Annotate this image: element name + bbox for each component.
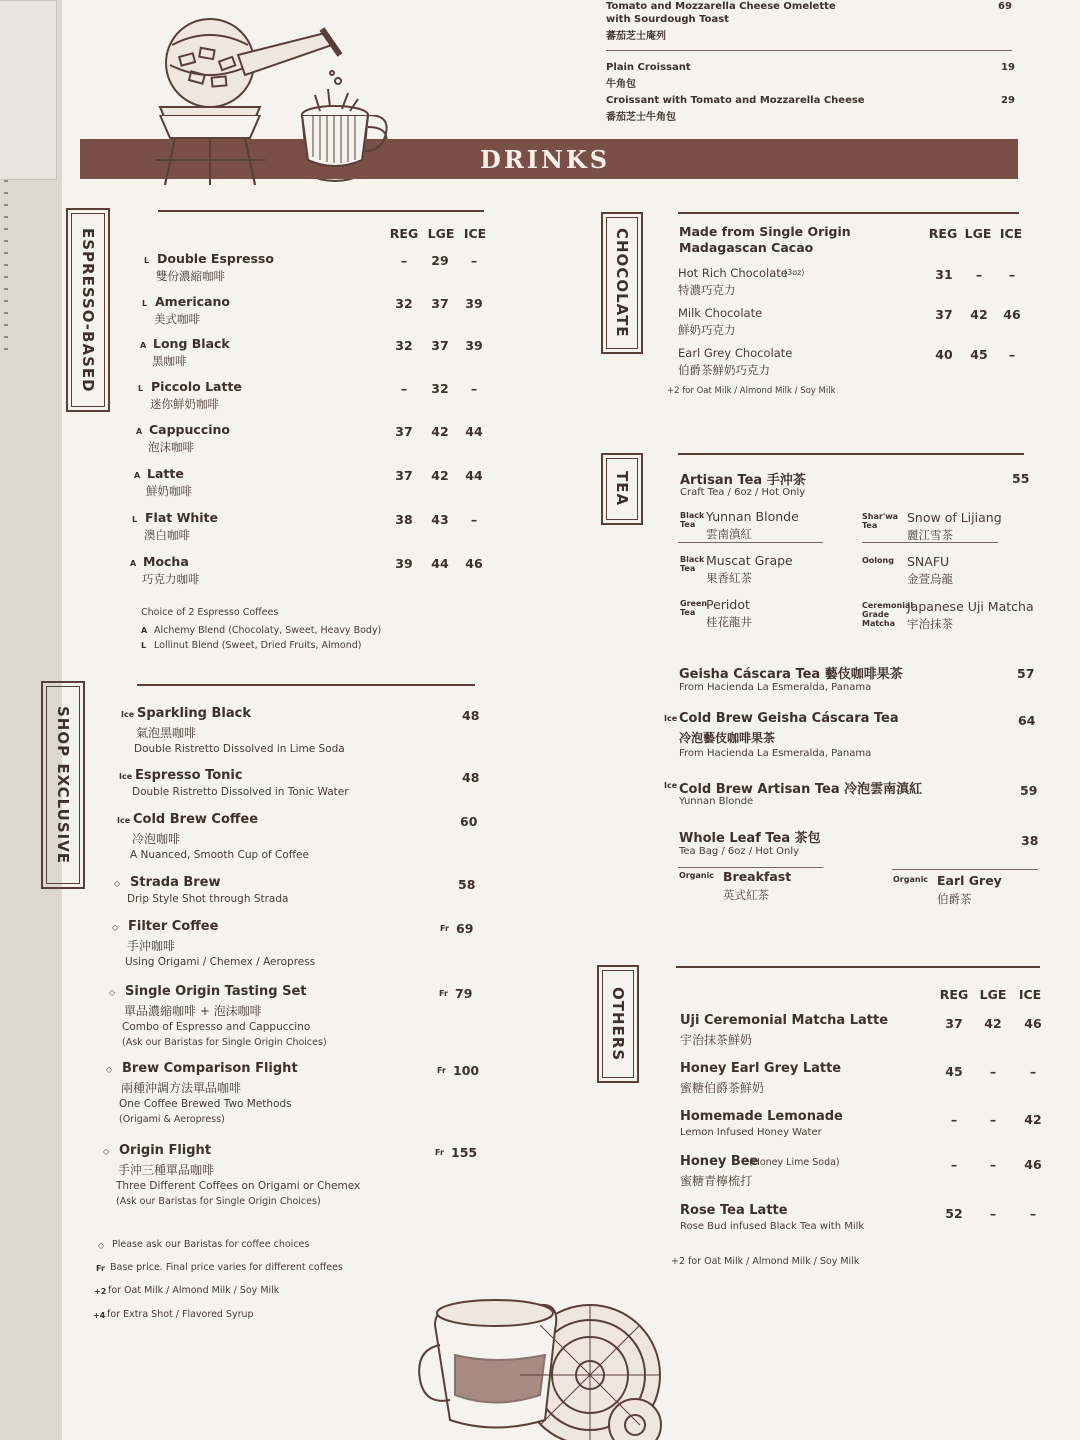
- drink-description-2: (Ask our Baristas for Single Origin Choices): [122, 1037, 327, 1048]
- drink-name: Latte: [147, 466, 184, 481]
- cold-artisan-name: Cold Brew Artisan Tea 冷泡雲南滇紅: [679, 782, 923, 797]
- drink-price: –: [470, 253, 478, 268]
- divider: [862, 542, 998, 543]
- divider: [678, 867, 823, 868]
- tea-type-mark: Black: [680, 555, 705, 564]
- drink-price: 29: [431, 253, 449, 268]
- drink-price: –: [989, 1112, 997, 1127]
- drink-size-note: (3oz): [784, 268, 805, 277]
- drink-name: Mocha: [143, 554, 189, 569]
- item-mark: ◇: [114, 879, 121, 888]
- espresso-rule: [158, 210, 484, 212]
- tea-name-zh: 麗江雪茶: [907, 528, 953, 542]
- col-ice: ICE: [1018, 987, 1042, 1002]
- drink-name: Earl Grey Chocolate: [678, 346, 793, 360]
- drink-price: 46: [465, 556, 483, 571]
- col-lge: LGE: [427, 226, 455, 241]
- drink-name-zh: 手沖三種單品咖啡: [118, 1163, 215, 1177]
- tea-type-mark: Ceremonial: [862, 601, 914, 610]
- croissant-tomato-name: Croissant with Tomato and Mozzarella Cheese: [606, 95, 865, 106]
- whole-leaf-price: 38: [1021, 833, 1039, 848]
- drink-description: A Nuanced, Smooth Cup of Coffee: [130, 849, 309, 861]
- blend-mark: L: [132, 515, 138, 524]
- tea-name: SNAFU: [907, 554, 950, 569]
- divider: [678, 542, 823, 543]
- tea-name: Japanese Uji Matcha: [907, 599, 1034, 614]
- artisan-tea-sub: Craft Tea / 6oz / Hot Only: [680, 487, 806, 498]
- drink-name: Cold Brew Coffee: [133, 812, 259, 827]
- tea-type-mark: Tea: [680, 564, 696, 573]
- tea-name-zh: 桂花龍井: [706, 615, 752, 629]
- drink-price: 38: [395, 512, 413, 527]
- tea-name: Peridot: [706, 597, 750, 612]
- item-mark: Ice: [117, 816, 131, 825]
- drink-description: Three Different Coffees on Origami or Chemex: [116, 1180, 361, 1192]
- drink-price: 37: [395, 468, 413, 483]
- drink-name: Strada Brew: [130, 875, 221, 890]
- drink-name-zh: 雙份濃縮咖啡: [156, 269, 225, 283]
- drink-name-zh: 兩種沖調方法單品咖啡: [121, 1081, 242, 1095]
- ice-mark: Ice: [664, 714, 678, 723]
- cold-geisha-zh: 冷泡藝伎咖啡果茶: [679, 731, 776, 745]
- tea-name-zh: 果香紅茶: [706, 571, 752, 585]
- drink-name: Brew Comparison Flight: [122, 1061, 298, 1076]
- blend-mark: A: [130, 559, 137, 568]
- drink-price: –: [1008, 267, 1016, 282]
- drink-price: 46: [1003, 307, 1021, 322]
- drink-description: Rose Bud infused Black Tea with Milk: [680, 1221, 865, 1232]
- tea-type-mark: Green: [680, 599, 708, 608]
- drink-name: Milk Chocolate: [678, 306, 763, 320]
- drink-description: Combo of Espresso and Cappuccino: [122, 1021, 311, 1033]
- drink-name: Origin Flight: [119, 1143, 212, 1158]
- drink-description: Double Ristretto Dissolved in Lime Soda: [134, 743, 345, 755]
- organic-mark: Organic: [893, 875, 929, 884]
- drink-price: 39: [395, 556, 413, 571]
- base-price-mark: Fr: [435, 1148, 444, 1157]
- omelette-line2: with Sourdough Toast: [606, 14, 729, 25]
- drink-price: 32: [431, 381, 449, 396]
- col-ice: ICE: [999, 226, 1023, 241]
- item-mark: Ice: [121, 710, 135, 719]
- lollinut-blend: Lollinut Blend (Sweet, Dried Fruits, Almond): [154, 640, 362, 651]
- drink-price: 37: [431, 338, 449, 353]
- tea-section-label: TEA: [601, 453, 643, 525]
- drink-price: 37: [945, 1016, 963, 1031]
- footnote-mark: Fr: [96, 1264, 105, 1273]
- drink-price: –: [470, 381, 478, 396]
- drink-name: Filter Coffee: [128, 919, 219, 934]
- footnote-text: for Oat Milk / Almond Milk / Soy Milk: [108, 1285, 280, 1296]
- footnote-mark: +2: [94, 1287, 107, 1296]
- drink-price: –: [989, 1157, 997, 1172]
- col-lge: LGE: [964, 226, 992, 241]
- cold-artisan-sub: Yunnan Blonde: [679, 796, 754, 807]
- drink-name: Flat White: [145, 510, 219, 525]
- drink-price: 155: [451, 1145, 478, 1160]
- item-mark: Ice: [119, 772, 133, 781]
- others-note: +2 for Oat Milk / Almond Milk / Soy Milk: [671, 1256, 860, 1267]
- geisha-tea-price: 57: [1017, 666, 1035, 681]
- drink-name-zh: 鮮奶咖啡: [146, 484, 192, 498]
- whole-leaf-name: Whole Leaf Tea 茶包: [679, 831, 821, 846]
- drink-price: –: [1029, 1206, 1037, 1221]
- espresso-section-label: ESPRESSO-BASED: [66, 208, 110, 412]
- drink-price: 40: [935, 347, 953, 362]
- col-ice: ICE: [463, 226, 487, 241]
- drink-name-zh: 澳白咖啡: [144, 528, 190, 542]
- drink-price: 58: [458, 877, 476, 892]
- tea-name-zh: 雲南滇紅: [706, 527, 752, 541]
- organic-mark: Organic: [679, 871, 715, 880]
- others-section-label: OTHERS: [597, 965, 639, 1083]
- drink-price: 44: [465, 468, 483, 483]
- drink-price: 39: [465, 338, 483, 353]
- drink-price: –: [1008, 347, 1016, 362]
- tea-type-mark: Tea: [680, 520, 696, 529]
- footnote-text: for Extra Shot / Flavored Syrup: [107, 1309, 254, 1320]
- drink-name-zh: 手沖咖啡: [127, 939, 176, 953]
- drink-name-zh: 氣泡黑咖啡: [136, 726, 197, 740]
- item-mark: ◇: [112, 923, 119, 932]
- omelette-zh: 蕃茄芝士庵列: [606, 31, 666, 42]
- drink-name: Espresso Tonic: [135, 768, 243, 783]
- drink-name-zh: 蜜糖青檸梳打: [680, 1174, 753, 1188]
- whole-leaf-sub: Tea Bag / 6oz / Hot Only: [679, 846, 800, 857]
- tea-type-mark: Matcha: [862, 619, 896, 628]
- drink-description: Double Ristretto Dissolved in Tonic Water: [132, 786, 349, 798]
- drinks-title: DRINKS: [480, 145, 611, 174]
- drink-price: –: [975, 267, 983, 282]
- drink-name-zh: 泡沫咖啡: [148, 440, 194, 454]
- tea-name: Muscat Grape: [706, 553, 793, 568]
- drink-price: –: [989, 1206, 997, 1221]
- tea-type-mark: Grade: [862, 610, 890, 619]
- drink-price: 44: [465, 424, 483, 439]
- drink-name: Americano: [155, 294, 230, 309]
- geisha-tea-name: Geisha Cáscara Tea 藝伎咖啡果茶: [679, 667, 903, 682]
- drink-price: 42: [984, 1016, 1002, 1031]
- breakfast-tea-name: Breakfast: [723, 869, 792, 884]
- drink-name-zh: 單品濃縮咖啡 + 泡沫咖啡: [124, 1004, 262, 1018]
- drink-description: One Coffee Brewed Two Methods: [119, 1098, 292, 1110]
- drink-price: –: [400, 253, 408, 268]
- drink-price: –: [989, 1064, 997, 1079]
- tea-type-mark: Shar'wa: [862, 512, 899, 521]
- drink-price: 52: [945, 1206, 963, 1221]
- blend-mark: L: [138, 384, 144, 393]
- chocolate-heading-2: Madagascan Cacao: [679, 240, 814, 255]
- drink-name: Uji Ceremonial Matcha Latte: [680, 1013, 889, 1028]
- drink-price: –: [950, 1157, 958, 1172]
- drink-price: 32: [395, 338, 413, 353]
- item-mark: ◇: [106, 1065, 113, 1074]
- drink-price: 42: [431, 424, 449, 439]
- drink-description: Lemon Infused Honey Water: [680, 1127, 822, 1138]
- earl-grey-tea-name: Earl Grey: [937, 873, 1002, 888]
- col-lge: LGE: [979, 987, 1007, 1002]
- base-price-mark: Fr: [439, 989, 448, 998]
- blend-mark: L: [141, 641, 147, 650]
- divider: [606, 50, 1012, 51]
- drink-price: –: [400, 381, 408, 396]
- chocolate-rule: [678, 212, 1019, 214]
- base-price-mark: Fr: [440, 924, 449, 933]
- drink-price: 32: [395, 296, 413, 311]
- breakfast-tea-zh: 英式紅茶: [723, 888, 769, 902]
- col-reg: REG: [939, 987, 969, 1002]
- item-mark: ◇: [109, 988, 116, 997]
- drink-name: Cappuccino: [149, 422, 230, 437]
- drink-description-2: (Origami & Aeropress): [119, 1114, 225, 1125]
- tea-type-mark: Tea: [680, 608, 696, 617]
- drink-price: –: [470, 512, 478, 527]
- drink-name: Rose Tea Latte: [680, 1203, 788, 1218]
- drink-name: Honey Earl Grey Latte: [680, 1061, 842, 1076]
- drink-name-zh: 黑咖啡: [152, 354, 187, 368]
- drink-price: 42: [970, 307, 988, 322]
- tea-type-mark: Oolong: [862, 556, 894, 565]
- tea-type-mark: Black: [680, 511, 705, 520]
- ice-mark: Ice: [664, 781, 678, 790]
- drink-price: 48: [462, 708, 480, 723]
- blend-mark: A: [140, 341, 147, 350]
- croissant-tomato-price: 29: [1001, 95, 1015, 106]
- drink-price: 39: [465, 296, 483, 311]
- drink-price: 42: [1024, 1112, 1042, 1127]
- omelette-price: 69: [998, 1, 1012, 12]
- cold-geisha-price: 64: [1018, 713, 1036, 728]
- tea-name: Yunnan Blonde: [706, 509, 799, 524]
- drink-price: 46: [1024, 1016, 1042, 1031]
- croissant-price: 19: [1001, 62, 1015, 73]
- blend-mark: A: [134, 471, 141, 480]
- blend-mark: A: [141, 626, 148, 635]
- drink-price: 48: [462, 770, 480, 785]
- base-price-mark: Fr: [437, 1066, 446, 1075]
- col-reg: REG: [389, 226, 419, 241]
- binding-dots: [4, 180, 8, 350]
- chocolate-heading-1: Made from Single Origin: [679, 224, 851, 239]
- drink-name-zh: 冷泡咖啡: [132, 832, 181, 846]
- drink-price: 45: [970, 347, 988, 362]
- tea-type-mark: Tea: [862, 521, 878, 530]
- footnote-text: Base price. Final price varies for different coffees: [110, 1262, 343, 1273]
- blend-mark: L: [142, 299, 148, 308]
- croissant-tomato-zh: 番茄芝士牛角包: [606, 112, 676, 123]
- adjacent-menu-tab: [0, 0, 57, 180]
- croissant-name: Plain Croissant: [606, 62, 691, 73]
- cold-geisha-name: Cold Brew Geisha Cáscara Tea: [679, 711, 899, 726]
- tea-name: Snow of Lijiang: [907, 510, 1002, 525]
- earl-grey-tea-zh: 伯爵茶: [937, 892, 972, 906]
- drink-description-2: (Ask our Baristas for Single Origin Choices): [116, 1196, 321, 1207]
- drink-name: Honey Bee: [680, 1154, 759, 1169]
- shop-rule: [137, 684, 475, 686]
- footnote-text: Please ask our Baristas for coffee choices: [112, 1239, 310, 1250]
- alchemy-blend: Alchemy Blend (Chocolaty, Sweet, Heavy Body): [154, 625, 382, 636]
- others-rule: [676, 966, 1040, 968]
- drink-name-zh: 迷你鮮奶咖啡: [150, 397, 219, 411]
- artisan-tea-price: 55: [1012, 471, 1030, 486]
- drink-price: 46: [1024, 1157, 1042, 1172]
- shop-section-label: SHOP EXCLUSIVE: [41, 681, 85, 889]
- blend-mark: L: [144, 256, 150, 265]
- drink-description: Drip Style Shot through Strada: [127, 893, 289, 905]
- geisha-tea-sub: From Hacienda La Esmeralda, Panama: [679, 682, 872, 693]
- cold-geisha-sub: From Hacienda La Esmeralda, Panama: [679, 748, 872, 759]
- drink-description: Using Origami / Chemex / Aeropress: [125, 956, 316, 968]
- drink-size-note: (Honey Lime Soda): [749, 1157, 840, 1168]
- espresso-note-title: Choice of 2 Espresso Coffees: [141, 607, 279, 618]
- drink-name: Hot Rich Chocolate: [678, 266, 788, 280]
- drink-name-zh: 巧克力咖啡: [142, 572, 200, 586]
- drink-price: 42: [431, 468, 449, 483]
- illustration-overlay: [150, 115, 400, 190]
- drink-price: 37: [935, 307, 953, 322]
- drink-name-zh: 伯爵茶鮮奶巧克力: [678, 363, 770, 377]
- artisan-tea-name: Artisan Tea 手沖茶: [680, 473, 806, 488]
- drink-price: –: [950, 1112, 958, 1127]
- cold-artisan-price: 59: [1020, 783, 1038, 798]
- drink-name-zh: 特濃巧克力: [678, 283, 736, 297]
- chocolate-section-label: CHOCOLATE: [601, 212, 643, 354]
- footnote-mark: ◇: [98, 1241, 105, 1250]
- drink-price: 43: [431, 512, 449, 527]
- drink-name: Piccolo Latte: [151, 379, 242, 394]
- tea-name-zh: 宇治抹茶: [907, 617, 953, 631]
- blend-mark: A: [136, 427, 143, 436]
- drink-name-zh: 宇治抹茶鮮奶: [680, 1033, 753, 1047]
- drink-name: Single Origin Tasting Set: [125, 984, 307, 999]
- drink-name-zh: 蜜糖伯爵茶鮮奶: [680, 1081, 765, 1095]
- col-reg: REG: [928, 226, 958, 241]
- drink-price: 37: [395, 424, 413, 439]
- drink-price: 69: [456, 921, 474, 936]
- drink-name: Double Espresso: [157, 251, 274, 266]
- drink-price: 45: [945, 1064, 963, 1079]
- drink-name: Homemade Lemonade: [680, 1109, 843, 1124]
- drink-price: –: [1029, 1064, 1037, 1079]
- item-mark: ◇: [103, 1147, 110, 1156]
- omelette-name: Tomato and Mozzarella Cheese Omelette: [606, 1, 836, 12]
- drink-price: 44: [431, 556, 449, 571]
- drink-price: 100: [453, 1063, 480, 1078]
- drink-name: Sparkling Black: [137, 706, 251, 721]
- chocolate-note: +2 for Oat Milk / Almond Milk / Soy Milk: [667, 386, 836, 396]
- tea-name-zh: 金萱烏龍: [907, 572, 953, 586]
- drink-name: Long Black: [153, 336, 230, 351]
- footnote-mark: +4: [93, 1311, 106, 1320]
- drink-price: 79: [455, 986, 473, 1001]
- drink-price: 37: [431, 296, 449, 311]
- cup-and-gears-illustration: [395, 1285, 685, 1440]
- drink-price: 60: [460, 814, 478, 829]
- drink-name-zh: 鮮奶巧克力: [678, 323, 736, 337]
- drink-name-zh: 美式咖啡: [154, 312, 200, 326]
- divider: [892, 869, 1038, 870]
- croissant-zh: 牛角包: [606, 79, 636, 90]
- drink-price: 31: [935, 267, 953, 282]
- tea-rule: [678, 453, 1024, 455]
